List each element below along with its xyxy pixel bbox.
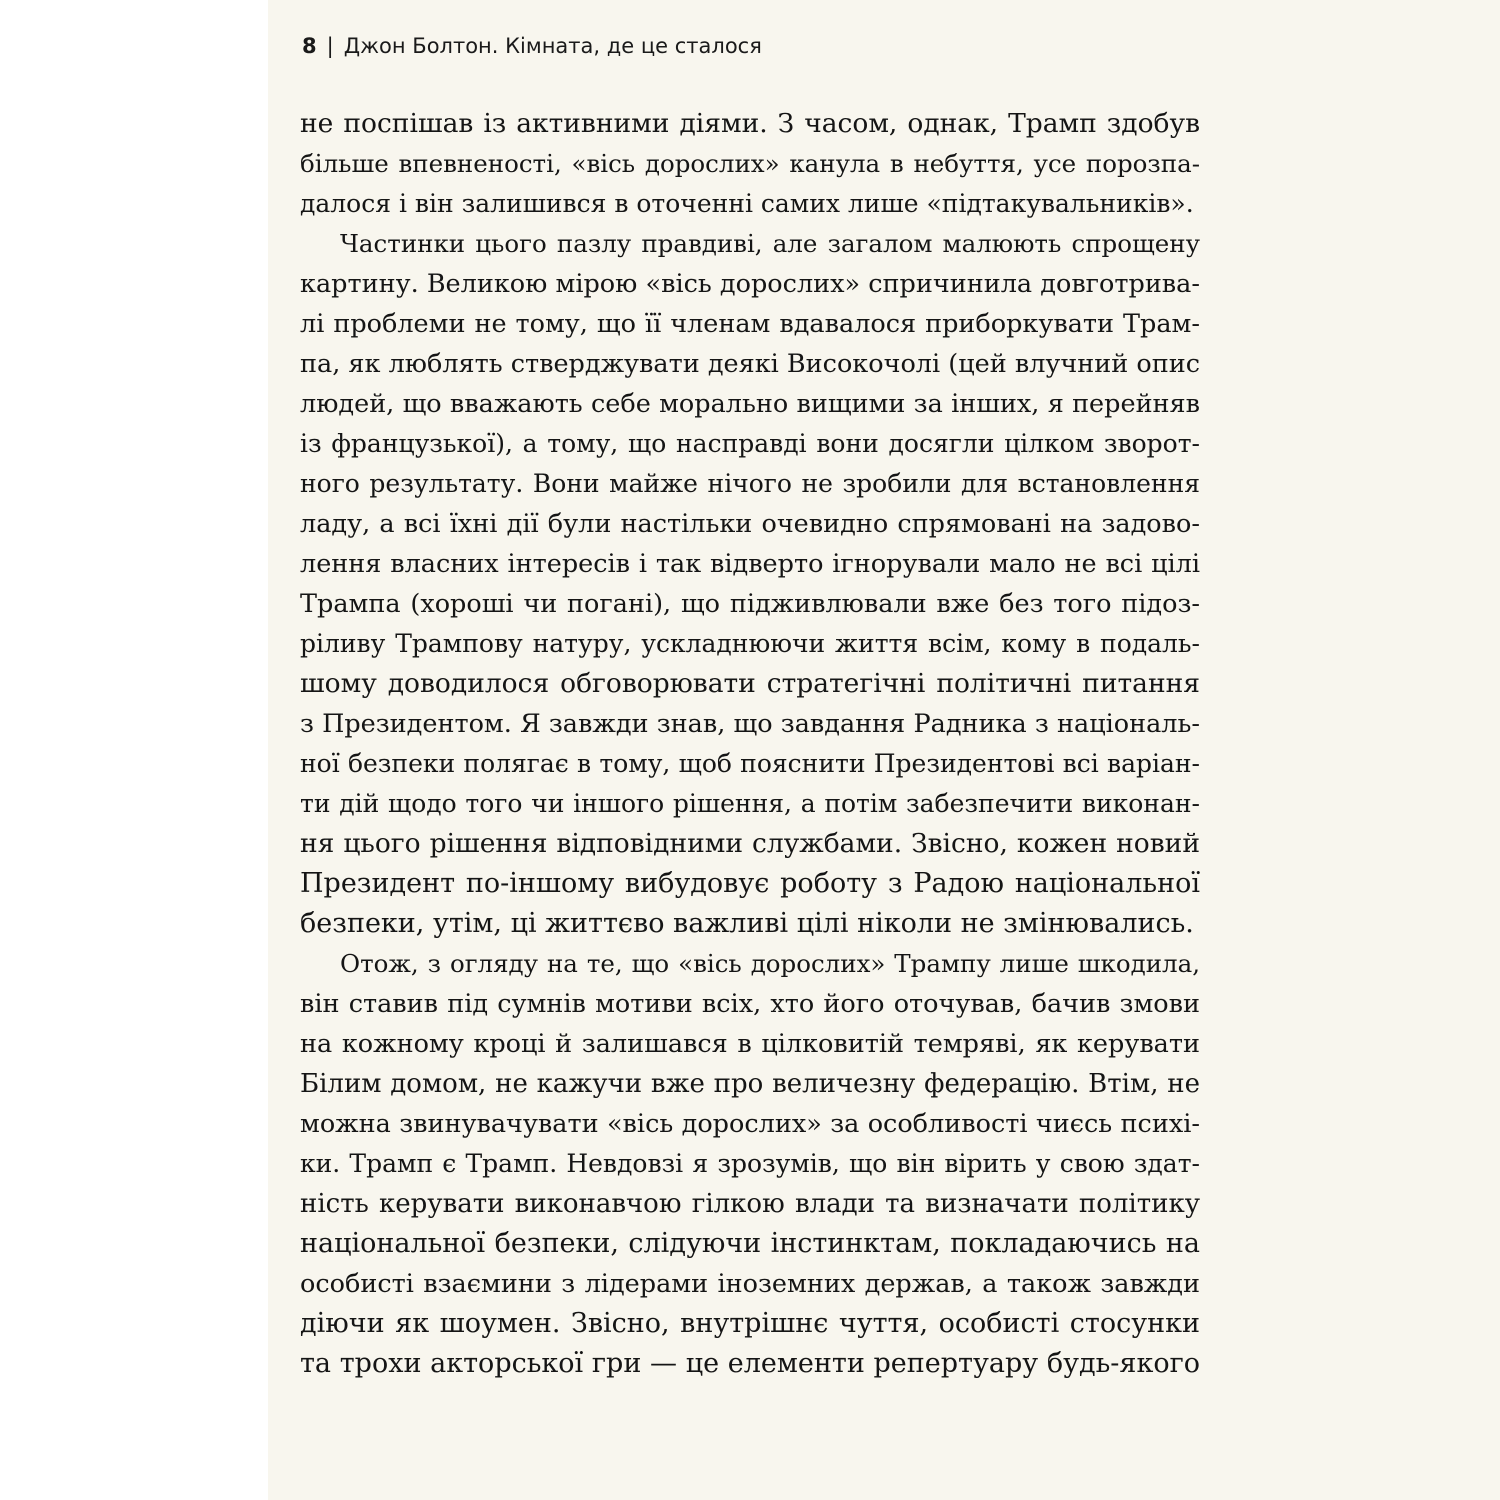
text-line: національної безпеки, слідуючи інстинктам, покладаючись на — [300, 1228, 1200, 1259]
text-line: можна звинувачувати «вісь дорослих» за особливості чиєсь психі- — [300, 1109, 1200, 1139]
text-line: лення власних інтересів і так відверто ігнорували мало не всі цілі — [300, 549, 1200, 579]
text-line: не поспішав із активними діями. З часом, однак, Трамп здобув — [300, 108, 1200, 139]
running-header — [302, 34, 762, 58]
text-line: картину. Великою мірою «вісь дорослих» спричинила довготрива- — [300, 269, 1200, 299]
text-line: він ставив під сумнів мотиви всіх, хто його оточував, бачив змови — [300, 989, 1200, 1019]
header-separator: | — [326, 34, 334, 58]
text-line: ладу, а всі їхні дії були настільки очевидно спрямовані на задово- — [300, 509, 1200, 539]
body-text — [300, 104, 1200, 1384]
running-title: Джон Болтон. Кімната, де це сталося — [343, 34, 762, 58]
text-line: людей, що вважають себе морально вищими за інших, я перейняв — [300, 389, 1200, 419]
page-number: 8 — [302, 34, 317, 58]
text-line: Білим домом, не кажучи вже про величезну федерацію. Втім, не — [300, 1069, 1200, 1099]
text-line: особисті взаємини з лідерами іноземних держав, а також завжди — [300, 1269, 1200, 1299]
text-line: лі проблеми не тому, що її членам вдавалося приборкувати Трам- — [300, 309, 1200, 339]
text-line: далося і він залишився в оточенні самих лише «підтакувальників». — [300, 189, 1194, 218]
text-line: Трампа (хороші чи погані), що підживлювали вже без того підоз- — [300, 589, 1200, 619]
text-line: з Президентом. Я завжди знав, що завдання Радника з національ- — [300, 709, 1200, 739]
text-line: Частинки цього пазлу правдиві, але загалом малюють спрощену — [340, 229, 1200, 258]
text-line: Президент по-іншому вибудовує роботу з Радою національної — [300, 868, 1200, 899]
text-line: більше впевненості, «вісь дорослих» канула в небуття, усе порозпа- — [300, 149, 1200, 178]
text-line: діючи як шоумен. Звісно, внутрішнє чуття, особисті стосунки — [300, 1308, 1200, 1339]
text-line: па, як люблять стверджувати деякі Високочолі (цей влучний опис — [300, 349, 1200, 379]
text-line: із французької), а тому, що насправді вони досягли цілком зворот- — [300, 429, 1200, 458]
text-line: ної безпеки полягає в тому, щоб пояснити Президентові всі варіан- — [300, 749, 1200, 778]
text-line: ність керувати виконавчою гілкою влади та визначати політику — [300, 1189, 1200, 1219]
text-line: на кожному кроці й залишався в цілковитій темряві, як керувати — [300, 1029, 1200, 1059]
text-line: шому доводилося обговорювати стратегічні політичні питання — [300, 668, 1200, 699]
text-line: ріливу Трампову натуру, ускладнюючи життя всім, кому в подаль- — [300, 629, 1200, 658]
text-line: Отож, з огляду на те, що «вісь дорослих» Трампу лише шкодила, — [340, 949, 1200, 978]
text-line: безпеки, утім, ці життєво важливі цілі ніколи не змінювались. — [300, 908, 1194, 939]
text-line: та трохи акторської гри — це елементи репертуару будь-якого — [300, 1348, 1200, 1379]
text-line: ня цього рішення відповідними службами. Звісно, кожен новий — [300, 828, 1200, 859]
text-line: ного результату. Вони майже нічого не зробили для встановлення — [300, 469, 1200, 498]
text-line: ти дій щодо того чи іншого рішення, а потім забезпечити виконан- — [300, 789, 1200, 818]
text-line: ки. Трамп є Трамп. Невдовзі я зрозумів, що він вірить у свою здат- — [300, 1149, 1200, 1178]
